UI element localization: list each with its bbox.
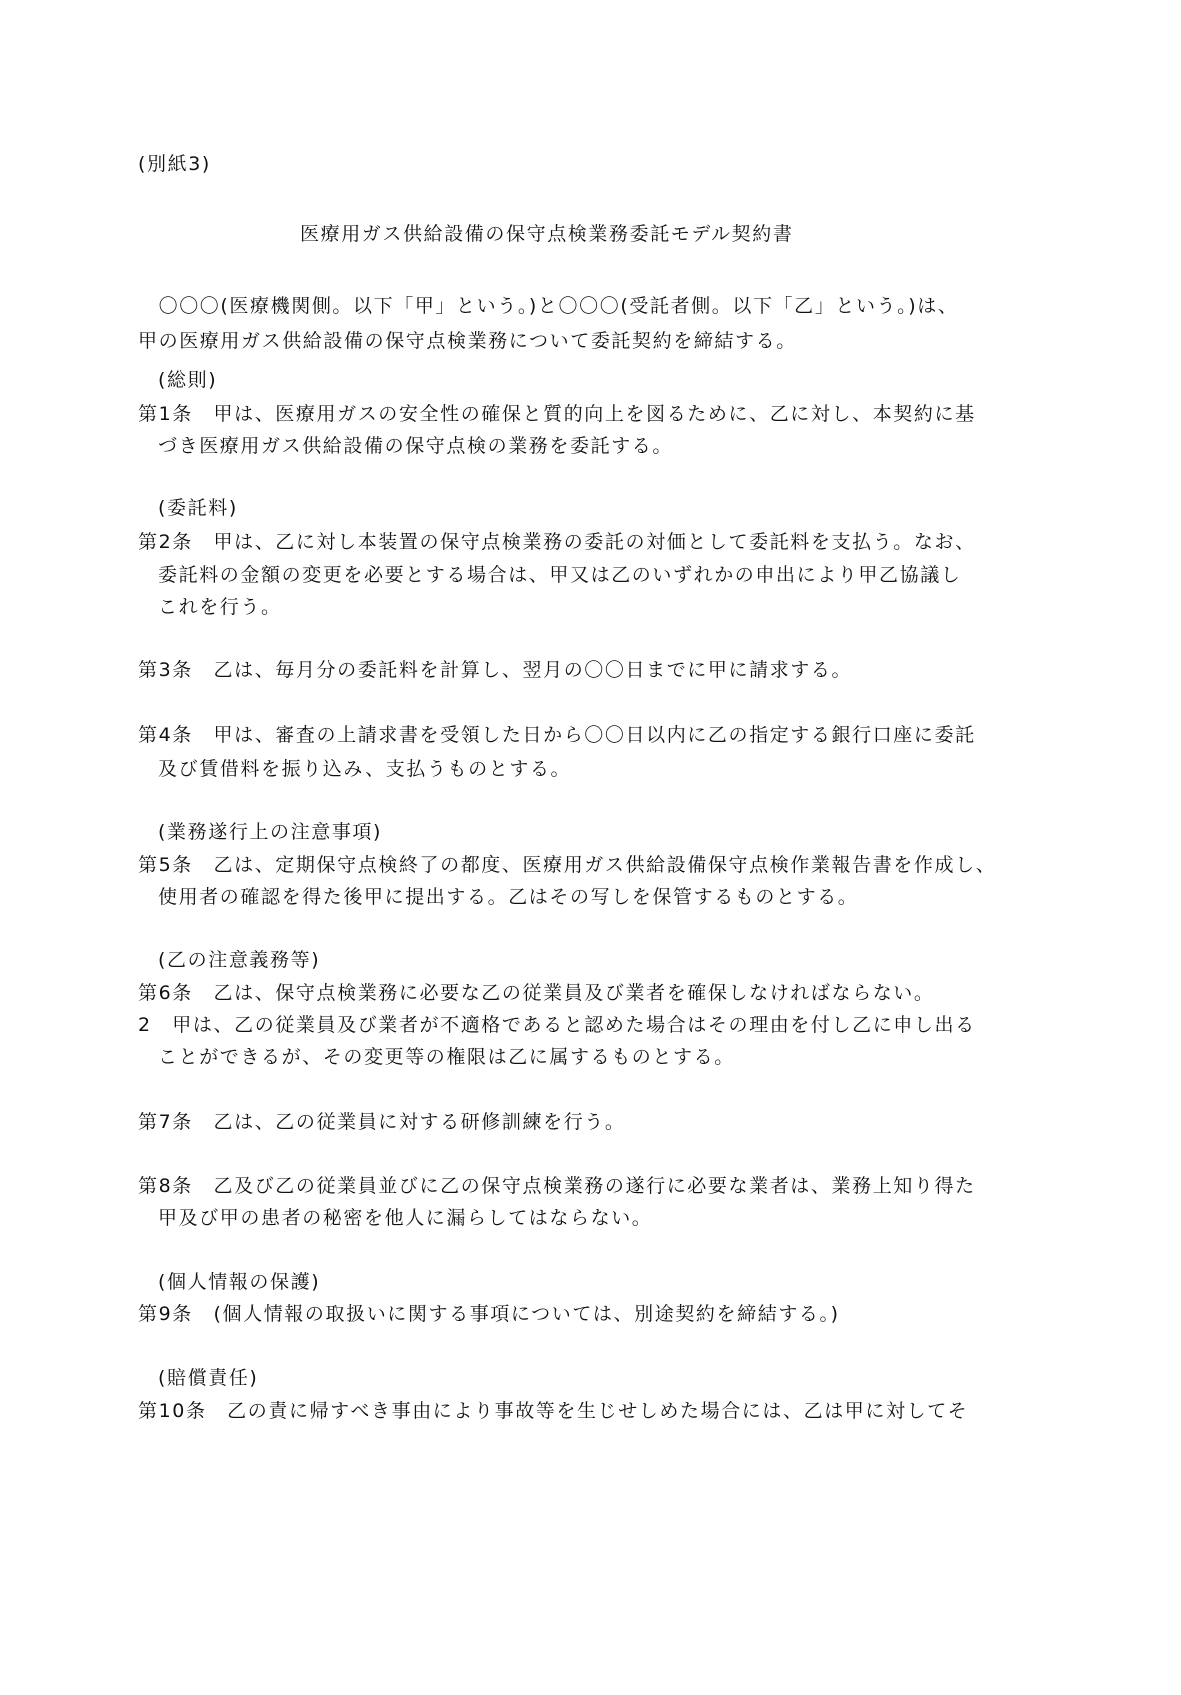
article-5-line-2: 使用者の確認を得た後甲に提出する。乙はその写しを保管するものとする。 [158, 886, 859, 908]
article-2-line-2: 委託料の金額の変更を必要とする場合は、甲又は乙のいずれかの申出により甲乙協議し [158, 564, 962, 586]
article-1-line-1: 第1条 甲は、医療用ガスの安全性の確保と質的向上を図るために、乙に対し、本契約に基 [138, 403, 976, 425]
document-title: 医療用ガス供給設備の保守点検業務委託モデル契約書 [300, 223, 794, 245]
heading-privacy: (個人情報の保護) [158, 1271, 321, 1293]
article-5-line-1: 第5条 乙は、定期保守点検終了の都度、医療用ガス供給設備保守点検作業報告書を作成し、 [138, 854, 997, 876]
article-3: 第3条 乙は、毎月分の委託料を計算し、翌月の〇〇日までに甲に請求する。 [138, 659, 853, 681]
article-6-para-2-line-1: 2 甲は、乙の従業員及び業者が不適格であると認めた場合はその理由を付し乙に申し出る [138, 1014, 976, 1036]
article-10-line-1: 第10条 乙の責に帰すべき事由により事故等を生じせしめた場合には、乙は甲に対してそ [138, 1400, 969, 1422]
article-4-line-1: 第4条 甲は、審査の上請求書を受領した日から〇〇日以内に乙の指定する銀行口座に委託 [138, 724, 976, 746]
article-6: 第6条 乙は、保守点検業務に必要な乙の従業員及び業者を確保しなければならない。 [138, 982, 935, 1004]
preamble-line-2: 甲の医療用ガス供給設備の保守点検業務について委託契約を締結する。 [138, 330, 797, 352]
article-2-line-3: これを行う。 [158, 596, 282, 618]
article-1-line-2: づき医療用ガス供給設備の保守点検の業務を委託する。 [158, 435, 674, 457]
heading-duty-notes: (業務遂行上の注意事項) [158, 821, 383, 843]
heading-care-duty: (乙の注意義務等) [158, 949, 321, 971]
heading-liability: (賠償責任) [158, 1367, 259, 1389]
heading-fee: (委託料) [158, 497, 238, 519]
heading-general: (総則) [158, 369, 218, 391]
article-7: 第7条 乙は、乙の従業員に対する研修訓練を行う。 [138, 1111, 626, 1133]
article-6-para-2-line-2: ことができるが、その変更等の権限は乙に属するものとする。 [158, 1046, 735, 1068]
preamble-line-1: 〇〇〇(医療機関側。以下「甲」という。)と〇〇〇(受託者側。以下「乙」という。)は、 [138, 295, 959, 317]
article-4-line-2: 及び賃借料を振り込み、支払うものとする。 [158, 758, 572, 780]
article-8-line-2: 甲及び甲の患者の秘密を他人に漏らしてはならない。 [158, 1207, 653, 1229]
attachment-label: (別紙3) [138, 153, 211, 175]
article-9: 第9条 (個人情報の取扱いに関する事項については、別途契約を締結する。) [138, 1303, 840, 1325]
article-2-line-1: 第2条 甲は、乙に対し本装置の保守点検業務の委託の対価として委託料を支払う。なお、 [138, 531, 976, 553]
article-8-line-1: 第8条 乙及び乙の従業員並びに乙の保守点検業務の遂行に必要な業者は、業務上知り得た [138, 1175, 976, 1197]
